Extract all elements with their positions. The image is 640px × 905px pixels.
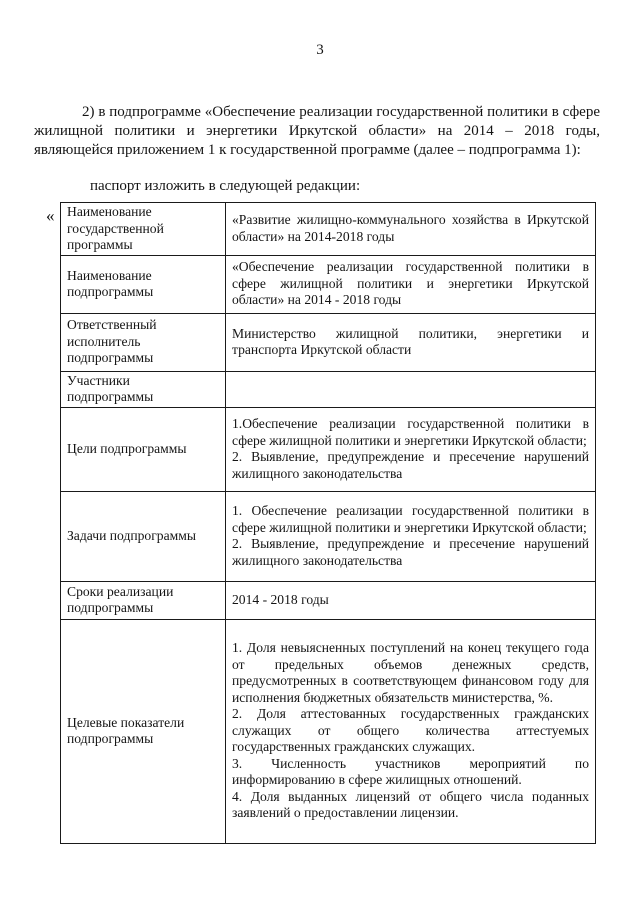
row-value bbox=[226, 371, 596, 407]
row-value: 1. Доля невыясненных поступлений на конец текущего года от предельных объемов денежных средств, предусмотренных в соответствующем финансовом году для исполнения бюджетных обязательств министерства, %. 2. Доля аттестованных государственных гражданских служащих от общего количества аттестуемых государственных гражданских служащих. 3. Численность участников мероприятий по информированию в сфере жилищных отношений. 4. Доля выданных лицензий от общего числа поданных заявлений о предоставлении лицензии. bbox=[226, 619, 596, 843]
lead-sentence: паспорт изложить в следующей редакции: bbox=[90, 178, 361, 194]
row-label: Сроки реализации подпрограммы bbox=[61, 581, 226, 619]
table-row bbox=[61, 407, 596, 491]
table-row bbox=[61, 371, 596, 407]
row-label: Целевые показатели подпрограммы bbox=[61, 619, 226, 843]
table-row bbox=[61, 491, 596, 581]
row-value: 2014 - 2018 годы bbox=[226, 581, 596, 619]
row-label: Участники подпрограммы bbox=[61, 371, 226, 407]
table-row bbox=[61, 581, 596, 619]
row-label: Наименование государственной программы bbox=[61, 203, 226, 256]
row-label: Ответственный исполнитель подпрограммы bbox=[61, 313, 226, 371]
row-value: «Обеспечение реализации государственной политики в сфере жилищной политики и энергетики Иркутской области» на 2014 - 2018 годы bbox=[226, 255, 596, 313]
row-label: Задачи подпрограммы bbox=[61, 491, 226, 581]
page-number: 3 bbox=[316, 42, 324, 58]
row-value: 1.Обеспечение реализации государственной политики в сфере жилищной политики и энергетики Иркутской области; 2. Выявление, предупреждение и пресечение нарушений жилищного законодательства bbox=[226, 407, 596, 491]
row-label: Цели подпрограммы bbox=[61, 407, 226, 491]
row-label: Наименование подпрограммы bbox=[61, 255, 226, 313]
row-value: «Развитие жилищно-коммунального хозяйства в Иркутской области» на 2014-2018 годы bbox=[226, 203, 596, 256]
table-row bbox=[61, 255, 596, 313]
passport-table bbox=[60, 202, 596, 844]
table-row bbox=[61, 619, 596, 843]
table-row bbox=[61, 313, 596, 371]
table-row bbox=[61, 203, 596, 256]
intro-paragraph: 2) в подпрограмме «Обеспечение реализации государственной политики в сфере жилищной политики и энергетики Иркутской области» на 2014 – 2018 годы, являющейся приложением 1 к государственной программе (далее – подпрограмма 1): bbox=[34, 104, 600, 158]
opening-quote-mark: « bbox=[46, 206, 55, 225]
row-value: 1. Обеспечение реализации государственной политики в сфере жилищной политики и энергетики Иркутской области; 2. Выявление, предупреждение и пресечение нарушений жилищного законодательства bbox=[226, 491, 596, 581]
row-value: Министерство жилищной политики, энергетики и транспорта Иркутской области bbox=[226, 313, 596, 371]
